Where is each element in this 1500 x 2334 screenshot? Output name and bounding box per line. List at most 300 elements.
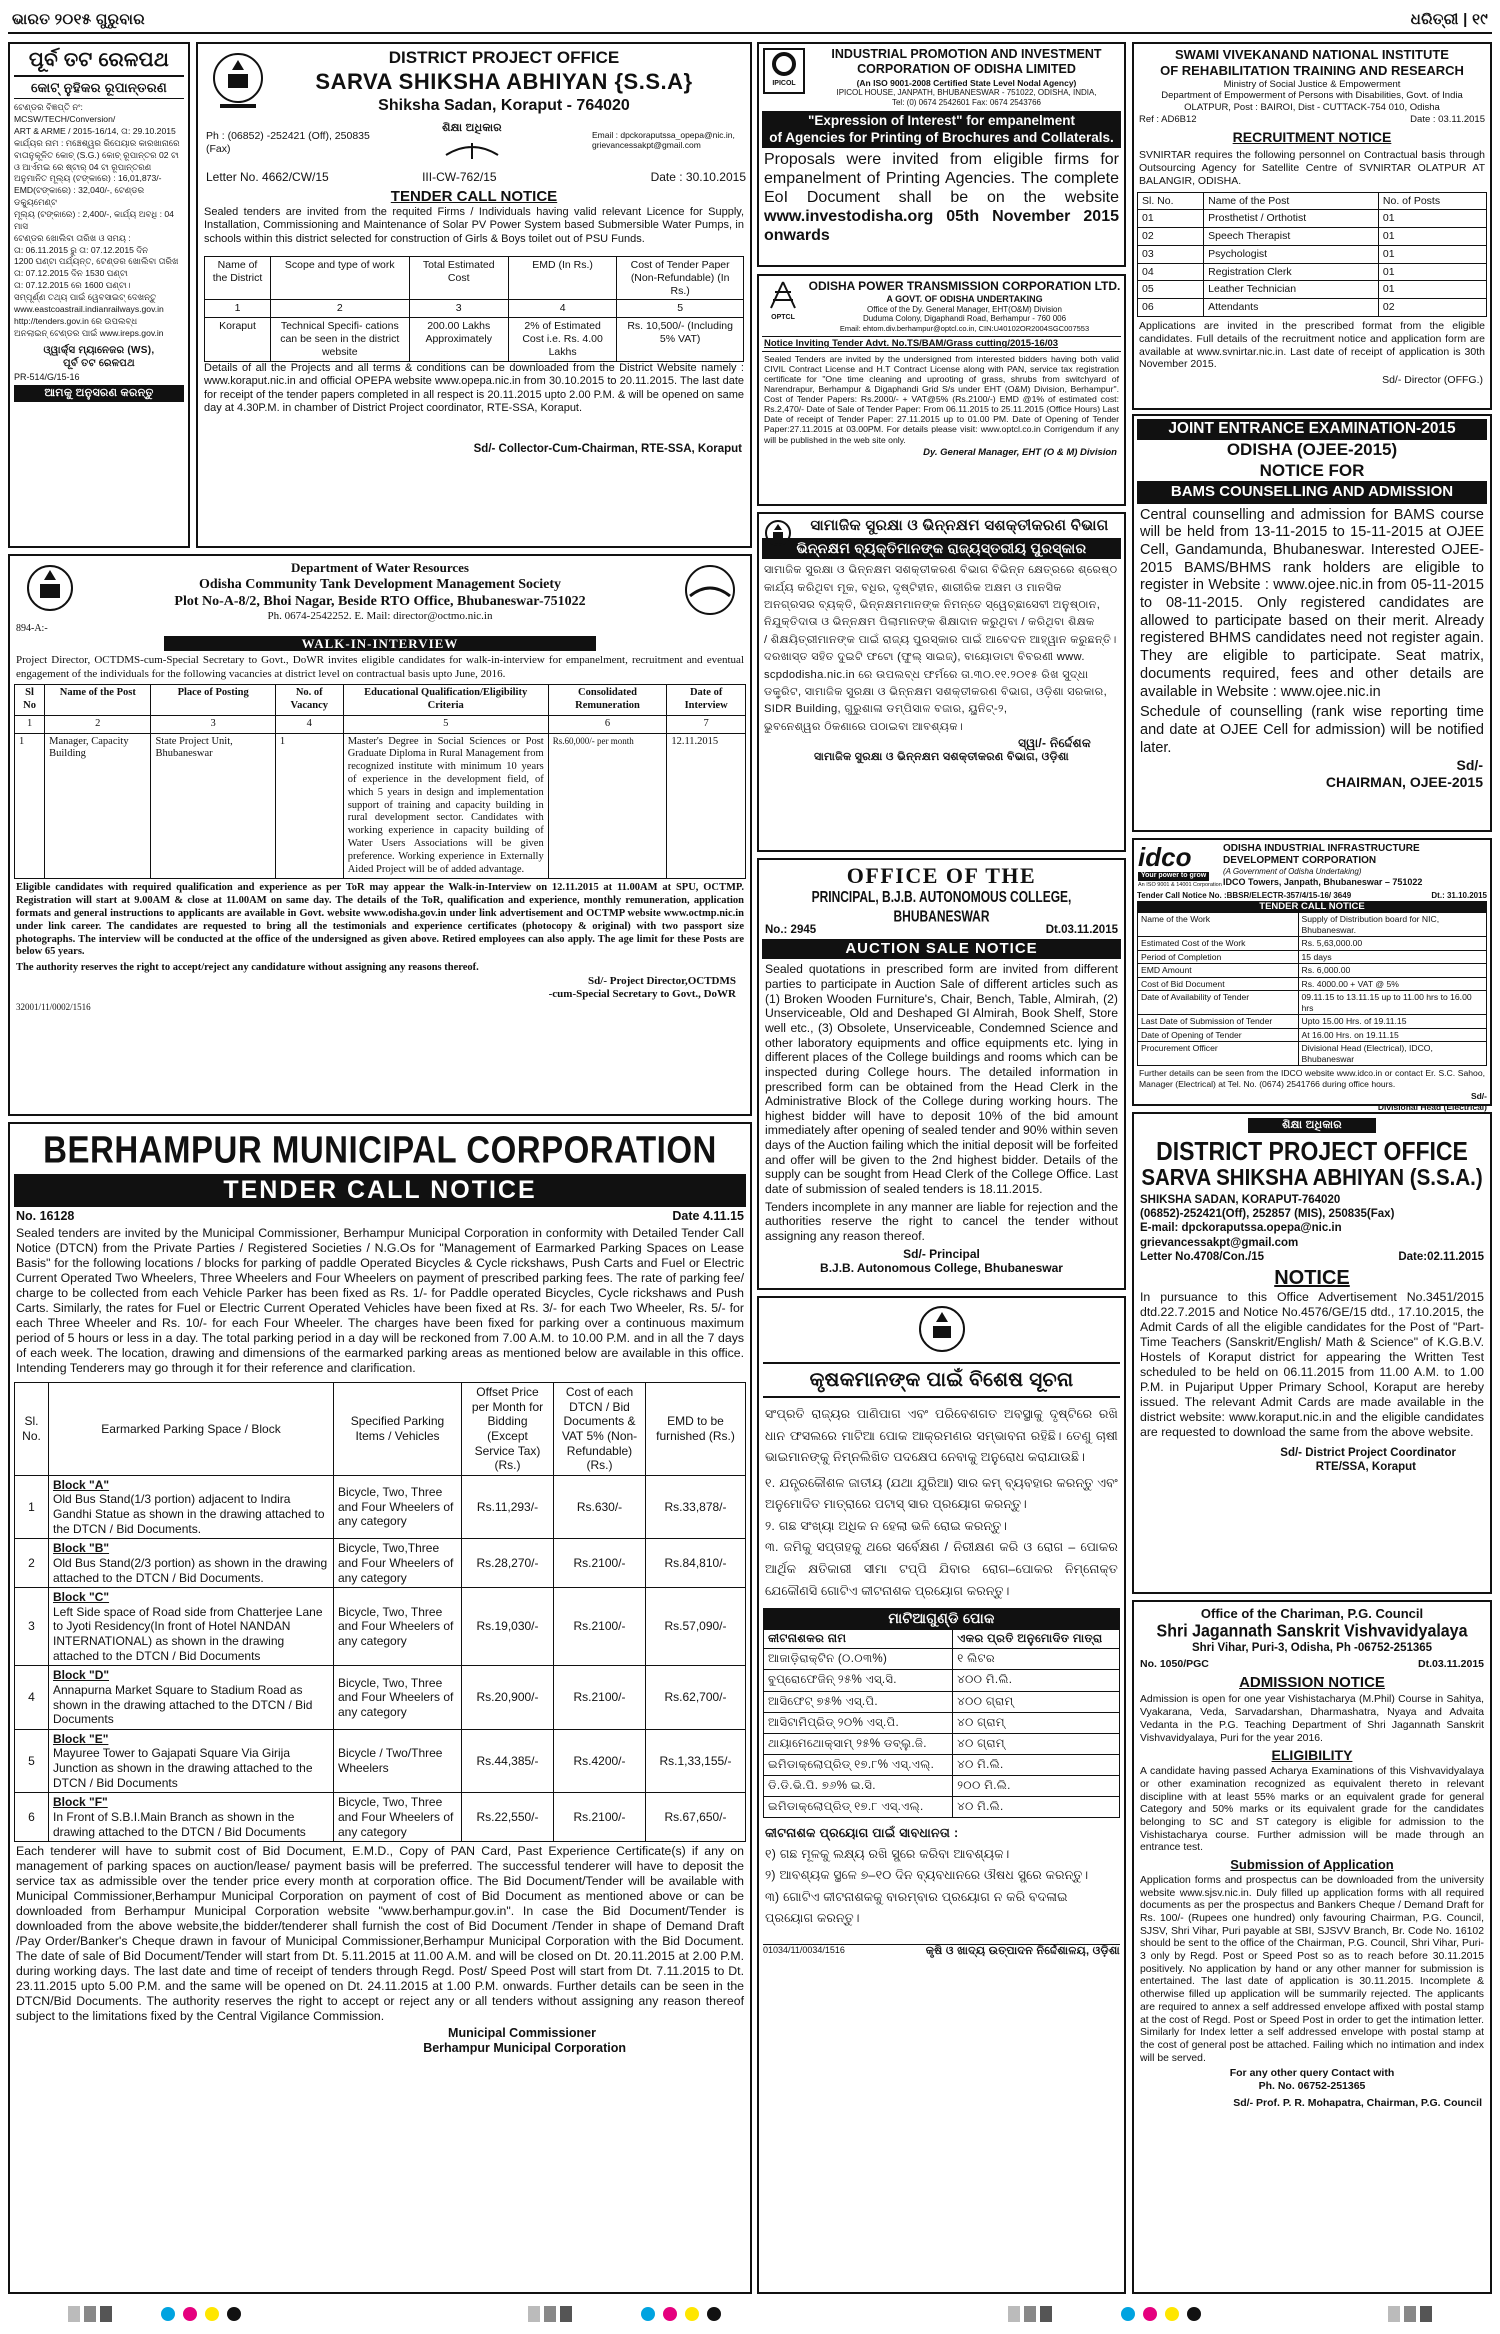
- bmc-table-header: [15, 1383, 746, 1476]
- railway-sign-2: ପୂର୍ବ ତଟ ରେଳପଥ: [63, 357, 135, 369]
- sje-line: ଡକ୍ଟ୍ରିଟ, ସାମାଜିକ ସୁରକ୍ଷା ଓ ଭିନ୍ନକ୍ଷମ ସଶକ୍ତୀକରଣ ବିଭାଗ, ଓଡ଼ିଶା ସରକାର,: [764, 685, 1107, 698]
- sje-line: / ଶିକ୍ଷୟିତ୍ରୀମାନଙ୍କ ପାଇଁ ରାଜ୍ୟ ପୁରସ୍କାର ପାଇଁ ଆବେଦନ ଆହ୍ୱାନ କରୁଛନ୍ତି।: [764, 633, 1117, 646]
- wr-address: Plot No-A-8/2, Bhoi Nagar, Beside RTO Office, Bhubaneswar-751022: [174, 593, 586, 609]
- idco-tag: Your power to grow: [1138, 872, 1209, 881]
- sjsv-admission-ad: [1132, 1600, 1492, 2294]
- ssa-table: [204, 256, 744, 362]
- wr-dept: Department of Water Resources: [291, 560, 469, 575]
- page-header: [8, 4, 1492, 34]
- bmc-row-number: 1: [15, 1475, 49, 1539]
- table-row: [15, 1729, 746, 1793]
- ipicol-ad: [757, 42, 1126, 267]
- bmc-no: No. 16128: [16, 1208, 75, 1223]
- idco-table-cell: 09.11.15 to 13.11.15 up to 11.00 hrs to 16.00 hrs: [1298, 991, 1486, 1015]
- idco-logo: idco: [1138, 842, 1192, 872]
- ipicol-tail: 05th November 2015 onwards: [764, 207, 1119, 244]
- railway-subtitle: କୋଟ୍ ନୁହିକର ରୂପାନ୍ତରଣ: [14, 80, 184, 99]
- wr-table-header-cell: Sl No: [15, 685, 45, 716]
- idco-table-cell: Divisional Head (Electrical), IDCO, Bhubaneswar: [1298, 1042, 1486, 1066]
- registration-dot: [641, 2307, 655, 2321]
- ssa-heading: TENDER CALL NOTICE: [390, 188, 558, 205]
- agri-care-points: [765, 1844, 1118, 1930]
- table-row: [1138, 977, 1487, 990]
- svn-table-cell: 06: [1138, 299, 1204, 317]
- bmc-cost-cell: Rs.630/-: [554, 1475, 646, 1539]
- svn-heading: RECRUITMENT NOTICE: [1232, 129, 1392, 146]
- idco-address: IDCO Towers, Janpath, Bhubaneswar – 751022: [1223, 877, 1423, 888]
- bmc-emd-cell: Rs.57,090/-: [646, 1588, 746, 1666]
- ojee-body-2: Schedule of counselling (rank wise reporting time and date at OJEE Cell for admission) will be notified later.: [1140, 704, 1484, 756]
- idco-title-3: (A Government of Odisha Undertaking): [1223, 867, 1362, 877]
- registration-dot: [663, 2307, 677, 2321]
- book-pen-icon: [442, 135, 502, 161]
- sje-sign-2: ସାମାଜିକ ସୁରକ୍ଷା ଓ ଭିନ୍ନକ୍ଷମ ସଶକ୍ତୀକରଣ ବିଭାଗ, ଓଡ଼ିଶା: [814, 750, 1069, 763]
- table-row: [1138, 964, 1487, 977]
- agri-table-header-cell: ଏକର ପ୍ରତି ଅନୁମୋଦିତ ମାତ୍ରା: [953, 1630, 1120, 1649]
- ssa-table-header-cell: Scope and type of work: [271, 257, 410, 300]
- agri-table-header: [764, 1630, 1120, 1649]
- optcl-logo-text: OPTCL: [771, 313, 795, 321]
- svn-table-cell: Psychologist: [1204, 245, 1379, 263]
- table-row: [15, 733, 746, 879]
- registration-dot: [205, 2307, 219, 2321]
- ssa-table-number-cell: 1: [205, 300, 271, 318]
- idco-table-cell: EMD Amount: [1138, 964, 1299, 977]
- svn-department: Department of Empowerment of Persons with Disabilities, Govt. of India: [1161, 90, 1463, 102]
- table-row: [1138, 210, 1487, 228]
- ssa-table-cell: Rs. 10,500/- (Including 5% VAT): [617, 318, 744, 361]
- ssa-table-header: [205, 257, 744, 300]
- registration-dot: [1121, 2307, 1135, 2321]
- ojee-title-2: ODISHA (OJEE-2015): [1226, 439, 1398, 459]
- railway-line: ବାତାନୁକୂଳିତ କୋଚ୍ (S.G.) କୋଚ୍ ରୂପାନ୍ତର 02 ଟା: [14, 149, 179, 160]
- bjb-sign-1: Sd/- Principal: [903, 1246, 980, 1261]
- registration-grey-block: [1388, 2306, 1400, 2322]
- svn-ref: Ref : AD6B12: [1139, 114, 1197, 126]
- odisha-emblem-icon: [20, 560, 80, 626]
- railway-line: ତା: 07.12.2015 ରେ 1600 ଘଣ୍ଟା।: [14, 280, 131, 291]
- ojee-title-3: NOTICE FOR: [1259, 460, 1365, 480]
- wr-num: 32001/11/0002/1516: [16, 1001, 91, 1012]
- svn-title-1: SWAMI VIVEKANAND NATIONAL INSTITUTE: [1175, 47, 1449, 62]
- ssa2-heading: NOTICE: [1274, 1266, 1350, 1289]
- railway-title: ପୂର୍ବ ତଟ ରେଳପଥ: [14, 48, 184, 77]
- optcl-office: Office of the Dy. General Manager, EHT(O&M) Division: [867, 304, 1062, 314]
- idco-table-cell: Last Date of Submission of Tender: [1138, 1015, 1299, 1028]
- agri-table-cell: ଆସିଫେଟ୍ ୭୫% ଏସ୍.ପି.: [764, 1691, 953, 1712]
- agri-table-cell: ଆସିଟାମିପ୍ରିଡ୍ ୨୦% ଏସ୍.ପି.: [764, 1712, 953, 1733]
- ipicol-body-text: Proposals were invited from eligible firms for empanelment of Printing Agencies. The complete EoI Document shall be on the website: [764, 151, 1119, 207]
- bmc-block-desc: Left Side space of Road side from Chatterjee Lane to Jyoti Residency(In front of Hotel NANDAN INTERNATIONAL) as shown in the drawing attached to the DTCN / Bid Documents: [53, 1604, 323, 1663]
- svn-table-cell: 01: [1378, 245, 1486, 263]
- railway-line: କାର୍ଯ୍ୟର ନାମ : ମଞ୍ଚେଶ୍ୱର ରିପେୟାର କାରଖାନାରେ: [14, 137, 180, 148]
- agri-care-point: ୧) ଗଛ ମୂଳକୁ ଲକ୍ଷ୍ୟ ରଖି ସ୍ପ୍ରେ କରିବା ଆବଶ୍ୟକ।: [765, 1846, 1010, 1861]
- ssa-table-header-cell: Cost of Tender Paper (Non-Refundable) (In Rs.): [617, 257, 744, 300]
- idco-sign-2: Divisional Head (Electrical): [1377, 1101, 1487, 1112]
- wr-table-number-cell: 4: [275, 715, 343, 733]
- registration-grey-block: [1404, 2306, 1416, 2322]
- ipicol-logo: [763, 48, 805, 94]
- bmc-block-cell: [49, 1588, 334, 1666]
- ssa-email: Email : dpckoraputssa_opepa@nic.in, grievancessakpt@gmail.com: [592, 130, 735, 151]
- table-row: [15, 1793, 746, 1842]
- bmc-price-cell: Rs.20,900/-: [462, 1666, 554, 1730]
- ssa2-title-2: SARVA SHIKSHA ABHIYAN (S.S.A.): [1141, 1165, 1483, 1191]
- wr-table-cell: 12.11.2015: [667, 733, 746, 879]
- agri-table-cell: ଇମିଡାକ୍ଲୋପ୍ରିଡ୍ ୧୭.୮% ଏସ୍.ଏଲ୍.: [764, 1754, 953, 1775]
- svn-date: Date : 03.11.2015: [1410, 114, 1485, 126]
- svn-title-2: OF REHABILITATION TRAINING AND RESEARCH: [1160, 62, 1464, 78]
- agri-table-cell: ୪୦ ମି.ଲି.: [953, 1797, 1120, 1818]
- bmc-table: [14, 1382, 746, 1842]
- railway-line: ଓ ଆର୍ଏମଇ ରେ ଷ୍ଟାର୍ 04 ଟା ରୂପାନ୍ତରଣ: [14, 161, 152, 172]
- svn-table-header-cell: Sl. No.: [1138, 192, 1204, 210]
- svn-table-cell: Registration Clerk: [1204, 263, 1379, 281]
- agri-points: [765, 1473, 1118, 1602]
- optcl-subtitle: A GOVT. OF ODISHA UNDERTAKING: [886, 293, 1043, 304]
- wr-footer-2: The authority reserves the right to accept/reject any candidature without assigning any reasons thereof.: [16, 962, 479, 974]
- bmc-table-header-cell: Specified Parking Items / Vehicles: [334, 1383, 462, 1476]
- octmp-logo-icon: [680, 560, 740, 626]
- railway-body: [14, 102, 184, 339]
- agri-table-cell: ୪୦ ଗ୍ରାମ୍: [953, 1712, 1120, 1733]
- idco-sign-1: Sd/-: [1470, 1091, 1487, 1102]
- idco-table-cell: Supply of Distribution board for NIC, Bhubaneswar.: [1298, 913, 1486, 937]
- idco-table-cell: Estimated Cost of the Work: [1138, 937, 1299, 950]
- optcl-logo: [763, 280, 803, 320]
- ssa2-sign-1: Sd/- District Project Coordinator: [1280, 1446, 1456, 1459]
- table-row: [764, 1691, 1120, 1712]
- bmc-row-number: 6: [15, 1793, 49, 1842]
- bmc-sign-2: Berhampur Municipal Corporation: [423, 2041, 626, 2056]
- bmc-price-cell: Rs.28,270/-: [462, 1539, 554, 1588]
- svn-table-cell: 02: [1138, 228, 1204, 246]
- optcl-title: ODISHA POWER TRANSMISSION CORPORATION LTD.: [808, 279, 1121, 293]
- railway-line: ତା: 07.12.2015 ଦିନ 1530 ଘଣ୍ଟା: [14, 268, 128, 279]
- ssa2-email: E-mail: dpckoraputssa.opepa@nic.in: [1140, 1222, 1342, 1235]
- bmc-veh-cell: Bicycle, Two, Three and Four Wheelers of any category: [334, 1475, 462, 1539]
- bmc-table-header-cell: Cost of each DTCN / Bid Documents & VAT 5% (Non-Refundable) (Rs.): [554, 1383, 646, 1476]
- wr-sign-2: -cum-Special Secretary to Govt., DoWR: [548, 988, 736, 1001]
- bmc-row-number: 3: [15, 1588, 49, 1666]
- ipicol-phone: Tel: (0) 0674 2542601 Fax: 0674 2543766: [891, 97, 1041, 107]
- ssa-table-number-cell: 2: [271, 300, 410, 318]
- wr-table-cell: 1: [15, 733, 45, 879]
- sje-line: ନିଯୁକ୍ତିଦାତା ଓ ଭିନ୍ନକ୍ଷମ ପିଲାମାନଙ୍କ ଶିକ୍ଷାଦାନ କରୁଥିବା / କରିଥିବା ଶିକ୍ଷକ: [764, 616, 1095, 629]
- idco-table-cell: Date of Availability of Tender: [1138, 991, 1299, 1015]
- optcl-address: Duduma Colony, Digaphandi Road, Berhampur - 760 006: [862, 314, 1067, 324]
- svn-footer: Applications are invited in the prescribed format from the eligible candidates. Full details of the recruitment notice and application form are available at www.svnirtar.nic.in. Last date of receipt of application is 30th November 2015.: [1139, 320, 1485, 371]
- sje-line: କାର୍ଯ୍ୟ କରିଥିବା ମୂକ, ବଧିର, ଦୃଷ୍ଟିହୀନ, ଶାରୀରିକ ଅକ୍ଷମ ଓ ମାନସିକ: [764, 581, 1062, 594]
- agri-title: କୃଷକମାନଙ୍କ ପାଇଁ ବିଶେଷ ସୂଚନା: [763, 1362, 1120, 1398]
- bmc-footer: Each tenderer will have to submit cost of Bid Document, E.M.D., Copy of PAN Card, Past Experience Certificate(s) if any on management of parking spaces on auction/lease/ payment basis will be preferred. The successful tenderer will have to deposit the service tax as admissible over the tender price every month at corporation office. The Bid Document/Tender will be available with Municipal Commissioner,Berhampur Municipal Corporation on payment of cost of Bid Document as mentioned above or can be downloaded from Berhampur Municipal Corporation website "www.berhampur.gov.in". In case the Bid Document/Tender is downloaded from the above website,the bidder/tenderer shall furnish the cost of Bid Document /Tender in shape of Demand Draft /Pay Order/Banker's Cheque drawn in favour of Municipal Commissioner,Berhampur Municipal Corporation with the Bid Document. The date of sale of Bid Document/Tender will start from Dt. 5.11.2015 at 11.00 A.M. and will be closed on Dt. 20.11.2015 at 2.00 P.M. during working days. The last date and time of receipt of tenders through Regd. Post/ Speed Post will start from Dt. 7.11.2015 to Dt. 23.11.2015 upto 5.00 P.M. and the same will be opened on Dt. 24.11.2015 at 1.00 P.M. onwards. Further details can be seen in the DTCN/Bid Documents. The authority reserves the right to accept or reject any or all tenders without assigning any reason thereof subject to the limitations fixed by the Central Vigilance Commission.: [16, 1844, 744, 2024]
- table-row: [1138, 950, 1487, 963]
- bjb-date: Dt.03.11.2015: [1045, 924, 1118, 937]
- registration-dot: [161, 2307, 175, 2321]
- registration-marks: [8, 2300, 1492, 2330]
- svn-table-cell: 01: [1378, 210, 1486, 228]
- agri-table-cell: ୪୦ ମି.ଲି.: [953, 1754, 1120, 1775]
- svn-table-cell: 01: [1378, 228, 1486, 246]
- agri-table-cell: ୧ ଲିଟର: [953, 1649, 1120, 1670]
- registration-grey-block: [1420, 2306, 1432, 2322]
- bmc-cost-cell: Rs.2100/-: [554, 1793, 646, 1842]
- ssa-address: Shiksha Sadan, Koraput - 764020: [378, 96, 630, 114]
- railway-line: ଅନଲାଇନ୍ ଟେଣ୍ଡର ପାଇଁ www.ireps.gov.in: [14, 327, 164, 338]
- wr-table-number-cell: 2: [45, 715, 151, 733]
- registration-grey-block: [100, 2306, 112, 2322]
- optcl-nit: Notice Inviting Tender Advt. No.TS/BAM/Grass cutting/2015-16/03: [762, 336, 1121, 352]
- bmc-row-number: 2: [15, 1539, 49, 1588]
- railway-line: ART & ARME / 2015-16/14, ତା: 29.10.2015: [14, 125, 176, 136]
- bmc-cost-cell: Rs.2100/-: [554, 1539, 646, 1588]
- wr-table-header-cell: No. of Vacancy: [275, 685, 343, 716]
- railway-line: ଅନୁମାନିତ ମୂଲ୍ୟ (ଟଙ୍କାରେ) : 16,01,873/-: [14, 173, 162, 184]
- svn-table-cell: Attendants: [1204, 299, 1379, 317]
- wr-table: [14, 684, 746, 879]
- wr-table-header-cell: Date of Interview: [667, 685, 746, 716]
- wr-table-number-cell: 7: [667, 715, 746, 733]
- registration-dot: [707, 2307, 721, 2321]
- ssa-table-header-cell: EMD (In Rs.): [508, 257, 616, 300]
- ssa-details: Details of all the Projects and all terms & conditions can be downloaded from the District Website namely : www.koraput.nic.in and official OPEPA website www.opepa.nic.in from 30.10.2015 to 20.11.2015. The last date for receipt of the tender papers completed in all respect is 20.11.2015 upto 2.00 P.M. & will be opened on same day at 4.30P.M. in chamber of District Project coordinator, RTE-SSA, Koraput.: [204, 362, 744, 415]
- wr-table-header-cell: Name of the Post: [45, 685, 151, 716]
- print-registration-strip: [8, 2300, 1492, 2330]
- bmc-block-name: Block "D": [53, 1668, 110, 1683]
- ssa-title: SARVA SHIKSHA ABHIYAN {S.S.A}: [315, 68, 693, 94]
- bmc-block-name: Block "B": [53, 1541, 110, 1556]
- idco-table-cell: At 16.00 Hrs. on 19.11.15: [1298, 1028, 1486, 1041]
- wr-society: Odisha Community Tank Development Management Society: [198, 576, 562, 592]
- ojee-sign-1: Sd/-: [1456, 757, 1483, 774]
- bmc-block-cell: [49, 1539, 334, 1588]
- svn-table-header-cell: Name of the Post: [1204, 192, 1379, 210]
- svn-table-header-cell: No. of Posts: [1378, 192, 1486, 210]
- bmc-sign-1: Municipal Commissioner: [448, 2026, 596, 2041]
- wr-table-number-cell: 6: [548, 715, 667, 733]
- sjsv-para-3: Application forms and prospectus can be downloaded from the university website www.sjsv.nic.in. Duly filled up application forms with all required documents as per the prospectus and Bankers Cheque / Demand Draft for Rs. 100/- (Rupees one hundred) only favouring Chairman, P.G. Council, SJSV, Shri Vihar, Puri payable at SBI, SJSVV Branch, Br. Code No. 16102 should be sent to the office of the Chairman, P.G. Council, Shri Vihar, Puri-3 only by Regd. Post or Speed Post so as to reach before 30.11.2015 positively. No application by hand or any other manner for submission is entertained. The last date of application is 30.11.2015. Incomplete & otherwise filled up application will be summarily rejected. The applicants are required to annex a self addressed envelope affixed with postal stamp at the cost of Regd. Post or Speed Post in order to get the intimation letter. Similarly for Index letter a self addressed envelope with postal stamp at the cost of general post be attached. Failing which no intimation and index will be served.: [1140, 1874, 1484, 2064]
- ssa-phone: Ph : (06852) -252421 (Off), 250835 (Fax): [206, 130, 370, 155]
- bmc-price-cell: Rs.44,385/-: [462, 1729, 554, 1793]
- ipicol-logo-icon: [769, 50, 799, 76]
- bjb-bar: AUCTION SALE NOTICE: [762, 939, 1121, 959]
- ipicol-bar-2: of Agencies for Printing of Brochures and Collaterals.: [769, 129, 1114, 145]
- bjb-sign-2: B.J.B. Autonomous College, Bhubaneswar: [820, 1261, 1063, 1276]
- ojee-ad: [1132, 414, 1492, 832]
- idco-ad: [1132, 838, 1492, 1112]
- bjb-title-1: OFFICE OF THE: [846, 863, 1037, 888]
- ssa2-logo: ଶିକ୍ଷା ଅଧିକାର: [1248, 1118, 1376, 1133]
- bmc-block-desc: Annapurna Market Square to Stadium Road as shown in the drawing attached to the DTCN / Bid Documents: [53, 1682, 313, 1727]
- sje-line: scpdodisha.nic.in ରେ ଉପଲବ୍ଧ ଫର୍ମରେ ତା.୩୦.୧୧.୨୦୧୫ ରିଖ ସୁଦ୍ଧା: [764, 668, 1089, 681]
- ssa-logo-text: ଶିକ୍ଷା ଅଧିକାର: [442, 122, 502, 134]
- bmc-bar: TENDER CALL NOTICE: [14, 1174, 746, 1207]
- sjsv-para-1: Admission is open for one year Vishistacharya (M.Phil) Course in Sahitya, Vyakarana, Veda, Sarvadarshan, Dharmashatra, Nyaya and Advaita Vedanta in the P.G. Teaching Department of Shri Jagannath Sanskrit Vishvavidyalaya, Puri for the year 2016.: [1140, 1694, 1484, 1744]
- ssa-tender-ad: [196, 42, 752, 548]
- idco-title-2: DEVELOPMENT CORPORATION: [1223, 855, 1377, 867]
- bmc-tender-ad: [8, 1122, 752, 2294]
- ipicol-title-1: INDUSTRIAL PROMOTION AND INVESTMENT: [831, 47, 1102, 61]
- ipicol-bar-1: "Expression of Interest" for empanelment: [807, 113, 1076, 129]
- registration-grey-block: [84, 2306, 96, 2322]
- wr-table-header: [15, 685, 746, 716]
- ssa2-title-1: DISTRICT PROJECT OFFICE: [1156, 1136, 1468, 1166]
- svn-table-cell: 05: [1138, 281, 1204, 299]
- svn-table-cell: 01: [1378, 281, 1486, 299]
- table-row: [205, 318, 744, 361]
- svn-table-cell: Speech Therapist: [1204, 228, 1379, 246]
- ssa-date: Date : 30.10.2015: [650, 170, 746, 184]
- agri-point: ୨. ଗଛ ସଂଖ୍ୟା ଅଧିକ ନ ହେଲା ଭଳି ରୋଇ କରନ୍ତୁ।: [765, 1518, 1008, 1533]
- bmc-emd-cell: Rs.67,650/-: [646, 1793, 746, 1842]
- agri-table-cell: ୨୦୦ ମି.ଲି.: [953, 1776, 1120, 1797]
- bmc-block-desc: In Front of S.B.I.Main Branch as shown in the drawing attached to the DTCN / Bid Documents: [53, 1809, 306, 1839]
- svn-table-cell: 01: [1378, 263, 1486, 281]
- bmc-veh-cell: Bicycle, Two, Three and Four Wheelers of any category: [334, 1666, 462, 1730]
- ojee-title-4: BAMS COUNSELLING AND ADMISSION: [1137, 481, 1487, 503]
- svn-table-cell: 04: [1138, 263, 1204, 281]
- sjsv-heading: ADMISSION NOTICE: [1239, 1674, 1385, 1692]
- ssa-sign: Sd/- Collector-Cum-Chairman, RTE-SSA, Koraput: [473, 443, 742, 455]
- idco-bar: TENDER CALL NOTICE: [1137, 901, 1487, 913]
- idco-table-cell: Period of Completion: [1138, 950, 1299, 963]
- agriculture-notice-ad: [757, 1296, 1126, 2294]
- railway-slogan: ଆମକୁ ଅନୁସରଣ କରନ୍ତୁ: [14, 385, 184, 402]
- table-row: [1138, 245, 1487, 263]
- bmc-emd-cell: Rs.84,810/-: [646, 1539, 746, 1588]
- svn-table-header: [1138, 192, 1487, 210]
- registration-dot: [685, 2307, 699, 2321]
- sje-line: SIDR Building, ଗୁରୁଶାଳା ଡମ୍ପିସାଳ ବଜାର, ୟୁନିଟ୍-୨,: [764, 703, 1008, 716]
- table-row: [764, 1754, 1120, 1775]
- agri-sign: କୃଷି ଓ ଖାଦ୍ୟ ଉତ୍ପାଦନ ନିର୍ଦ୍ଦେଶାଳୟ, ଓଡ଼ିଶା: [925, 1944, 1120, 1957]
- wr-table-cell: Manager, Capacity Building: [45, 733, 151, 879]
- ipicol-body: [764, 151, 1119, 245]
- ssa2-phone: (06852)-252421(Off), 252857 (MIS), 250835(Fax): [1140, 1208, 1395, 1221]
- idco-table-cell: Rs. 6,000.00: [1298, 964, 1486, 977]
- bmc-cost-cell: Rs.4200/-: [554, 1729, 646, 1793]
- idco-table-cell: Rs. 4000.00 + VAT @ 5%: [1298, 977, 1486, 990]
- registration-grey-block: [528, 2306, 540, 2322]
- table-row: [15, 1475, 746, 1539]
- table-row: [1138, 228, 1487, 246]
- idco-iso: An ISO 9001 & 14001 Corporation: [1138, 882, 1222, 888]
- ssa-table-number-cell: 3: [409, 300, 508, 318]
- ssa2-body: In pursuance to this Office Advertisement No.3451/2015 dtd.22.7.2015 and Notice No.4576/GE/15 dtd., 17.10.2015, the Admit Cards of all the eligible candidates for the Post of "Part-Time Teachers (Sanskrit/English/ Math & Science" of K.G.B.V. Hostels of Koraput district for appearing the Written Test scheduled to be held on 06.11.2015 from 11.00 A.M. to 1.00 P.M. in Pujariput Upper Primary School, Koraput are hereby issued. The relevant Admit Cards are made available in the district website: www.koraput.nic.in and the eligible candidates are requested to download the same from the above website.: [1140, 1289, 1484, 1439]
- svn-table-cell: Prosthetist / Orthotist: [1204, 210, 1379, 228]
- social-security-ad: [757, 512, 1126, 852]
- ssa-table-header-cell: Total Estimated Cost: [409, 257, 508, 300]
- agri-bar: ମାଟିଆଗୁଣ୍ଡି ପୋକ: [763, 1608, 1120, 1629]
- wr-code: 894-A:-: [16, 623, 48, 635]
- ssa2-letter: Letter No.4708/Con./15: [1140, 1250, 1264, 1263]
- registration-grey-block: [1040, 2306, 1052, 2322]
- bmc-cost-cell: Rs.2100/-: [554, 1588, 646, 1666]
- agri-table-header-cell: କୀଟନାଶକର ନାମ: [764, 1630, 953, 1649]
- agri-code: 01034/11/0034/1516: [763, 1944, 845, 1955]
- agri-care-point: ୨) ଆବଶ୍ୟକ ସ୍ଥଳେ ୭–୧୦ ଦିନ ବ୍ୟବଧାନରେ ଔଷଧ ସ୍ପ୍ରେ କରନ୍ତୁ।: [765, 1868, 1089, 1883]
- svn-address: OLATPUR, Post : BAIROI, Dist - CUTTACK-754 010, Odisha: [1184, 101, 1440, 113]
- bjb-body-2: Tenders incomplete in any manner are liable for rejection and the authorities reserve the right to cancel the tender without assigning any reason thereof.: [765, 1199, 1118, 1243]
- agri-table-cell: ୪୦ ଗ୍ରାମ୍: [953, 1733, 1120, 1754]
- wr-table-cell: 1: [275, 733, 343, 879]
- wr-table-header-cell: Consolidated Remuneration: [548, 685, 667, 716]
- svn-table-cell: 01: [1138, 210, 1204, 228]
- bmc-intro: Sealed tenders are invited by the Municipal Commissioner, Berhampur Municipal Corporation in conformity with Detailed Tender Call Notice (DTCN) from the Private Parties / Registered Societies / N.G.Os for "Management of Earmarked Parking Spaces on Lease Basis" for the following locations / blocks for parking of paddle Operated Bicycles & Cycle rickshaws, Push Carts and Fuel or Electric Current Operated Two Wheelers, Three Wheelers and Four Wheelers on payment of prescribed parking fees. The rate of parking fee/ charge to be collected from each Vehicle Parker has been fixed as Rs. 1/- for Paddle operated Bicycles, Cycle rickshaws and Push Carts. Similarly, the rates for Fuel or Electric Current Operated Vehicles have been fixed at Rs. 3/- for each Two Wheeler, Rs. 5/- for each Three Wheeler and Rs. 10/- for each Four Wheeler. The charges have been fixed for parking over a continuous maximum period of 5 hours or less in a day. The total parking period in a day will be reckoned from 7.00 A.M. to 10.00 P.M. and in all the 7 days of each week. The location, drawing and dimensions of the earmarked parking areas as mentioned below are available in this office. Intending Tenderers may go through it for their reference and clarification.: [16, 1226, 744, 1375]
- sjsv-address: Shri Vihar, Puri-3, Odisha, Ph -06752-251365: [1191, 1642, 1433, 1655]
- optcl-body: Sealed Tenders are invited by the undersigned from interested bidders having both valid CIVIL Contract License and H.T Contract License along with PAN, service tax registration certificate for "One time cleaning and uprooting of grass, shrubs from switchyard of Narendrapur, Berhampur & Digaphandi Grid S/s under EHT (O&M) Division, Berhampur". Cost of Tender Papers: Rs.2000/- + VAT@5% (Rs.2100/-) EMD @1% of estimated cost: Rs.2,470/- Date of Sale of Tender Paper: From 06.11.2015 to 25.11.2015 (Office Hours) Last Date of receipt of Tender Paper: 27.11.2015 up to 01.00 PM. Date of Opening of Tender Paper:27.11.2015 at 03.00PM. For details please visit: www.optcl.co.in Corrigendum if any will be published in the web site only.: [764, 353, 1119, 445]
- agri-table-cell: ୪୦୦ ଗ୍ରାମ୍: [953, 1691, 1120, 1712]
- agri-care: କୀଟନାଶକ ପ୍ରୟୋଗ ପାଇଁ ସାବଧାନତା :: [765, 1826, 959, 1841]
- idco-table: [1137, 912, 1487, 1066]
- bmc-title: BERHAMPUR MUNICIPAL CORPORATION: [43, 1128, 717, 1171]
- svn-table-cell: 02: [1378, 299, 1486, 317]
- agri-intro: ସଂପ୍ରତି ରାଜ୍ୟର ପାଣିପାଗ ଏବଂ ପରିବେଶଗତ ଅବସ୍ଥାକୁ ଦୃଷ୍ଟିରେ ରଖି ଧାନ ଫସଲରେ ମାଟିଆ ପୋକ ଆକ୍ରମଣର ସମ୍ଭାବନା ରହିଛି। ତେଣୁ ଚାଷୀ ଭାଇମାନଙ୍କୁ ନିମ୍ନଲିଖିତ ପଦକ୍ଷେପ ନେବାକୁ ଅନୁରୋଧ କରାଯାଉଛି।: [765, 1407, 1118, 1465]
- ssa-notice-ad: [1132, 1112, 1492, 1594]
- bmc-block-cell: [49, 1793, 334, 1842]
- idco-title-1: ODISHA INDUSTRIAL INFRASTRUCTURE: [1223, 843, 1420, 854]
- wr-intro: Project Director, OCTDMS-cum-Special Secretary to Govt., DoWR invites eligible candidates for walk-in-interview for empanelment, recruitment and eventual engagement of the individuals for the following vacancies at district level on contractual basis upto June, 2016.: [16, 654, 744, 680]
- ipicol-logo-text: IPICOL: [772, 79, 796, 87]
- ssa-table-header-cell: Name of the District: [205, 257, 271, 300]
- registration-dot: [1187, 2307, 1201, 2321]
- agri-table-cell: ଇମିଡାକ୍ଲୋପ୍ରିଡ୍ ୧୭.୮ ଏସ୍.ଏଲ୍.: [764, 1797, 953, 1818]
- ssa-table-cell: Technical Specifi- cations can be seen in the district website: [271, 318, 410, 361]
- sje-line: ଦରଖାସ୍ତ ସହିତ ଦୁଇଟି ଫଟୋ (ଫୁଲ୍ ସାଇଜ୍), ବାୟୋଡାଟା ବିବରଣୀ www.: [764, 651, 1085, 664]
- bmc-veh-cell: Bicycle / Two/Three Wheelers: [334, 1729, 462, 1793]
- bmc-veh-cell: Bicycle, Two, Three and Four Wheelers of any category: [334, 1793, 462, 1842]
- ssa-table-cell: 200.00 Lakhs Approximately: [409, 318, 508, 361]
- bmc-date: Date 4.11.15: [672, 1208, 744, 1223]
- ojee-sign-2: CHAIRMAN, OJEE-2015: [1325, 774, 1483, 791]
- idco-table-cell: 15 days: [1298, 950, 1486, 963]
- bmc-table-header-cell: Earmarked Parking Space / Block: [49, 1383, 334, 1476]
- railway-sign-1: ଓ୍ୱାର୍କ୍ସ ମ୍ୟାନେଜର (WS),: [43, 345, 155, 357]
- svn-intro: SVNIRTAR requires the following personnel on Contractual basis through Outsourcing Agency for Satellite Centre of SVNIRTAR OLATPUR AT BALANGIR, ODISHA.: [1139, 149, 1485, 187]
- wr-table-cell: Master's Degree in Social Sciences or Post Graduate Diploma in Rural Management from recognized institute with minimum 10 years of experience in the development field, of which 5 years in design and implementation support of training and capacity building in rural development sector. Candidates with working experience in capacity building of Water Users Associations will be given preference. Working experience in Externally Aided Project will be of added advantage.: [343, 733, 548, 879]
- bmc-block-name: Block "C": [53, 1590, 110, 1605]
- railway-line: EMD(ଟଙ୍କାରେ) : 32,040/-, ଟେଣ୍ଡର ଡକ୍ୟୁମେଣ୍ଟ: [14, 185, 145, 208]
- wr-table-number-cell: 3: [151, 715, 275, 733]
- ipicol-bar: [762, 111, 1121, 148]
- agri-table-cell: ଡି.ଡି.ଭି.ପି. ୭୬% ଇ.ସି.: [764, 1776, 953, 1797]
- optcl-sign: Dy. General Manager, EHT (O & M) Division: [923, 446, 1117, 458]
- agri-table-cell: ଥାୟାମେଥୋକ୍ସାମ୍ ୨୫% ଡବ୍ଲୁ.ଜି.: [764, 1733, 953, 1754]
- railway-line: ତା: 06.11.2015 ରୁ ତା: 07.12.2015 ଦିନ: [14, 244, 149, 255]
- sjsv-date: Dt.03.11.2015: [1418, 1658, 1484, 1671]
- table-row: [764, 1712, 1120, 1733]
- table-row: [764, 1649, 1120, 1670]
- idco-table-cell: Name of the Work: [1138, 913, 1299, 937]
- sje-body: [764, 562, 1119, 736]
- water-resources-ad: [8, 554, 752, 1116]
- bmc-table-header-cell: Offset Price per Month for Bidding (Except Service Tax) (Rs.): [462, 1383, 554, 1476]
- ojee-title-1: JOINT ENTRANCE EXAMINATION-2015: [1137, 419, 1487, 440]
- agri-table: [763, 1629, 1120, 1818]
- registration-grey-block: [1008, 2306, 1020, 2322]
- wr-table-number-cell: 1: [15, 715, 45, 733]
- railway-line: ସମ୍ପୂର୍ଣ୍ଣ ତଥ୍ୟ ପାଇଁ ୱେବସାଇଟ୍ ଦେଖନ୍ତୁ: [14, 292, 157, 302]
- railway-line: ଟେଣ୍ଡର ଖୋଲିବା ତାରିଖ ଓ ସମୟ :: [14, 232, 131, 243]
- bmc-block-desc: Old Bus Stand(2/3 portion) as shown in the drawing attached to the DTCN / Bid Documents.: [53, 1555, 328, 1585]
- bmc-emd-cell: Rs.1,33,155/-: [646, 1729, 746, 1793]
- railway-line: http://tenders.gov.in ରେ ଉପଲବ୍ଧ: [14, 315, 138, 326]
- agri-table-cell: ବୁପ୍ରୋଫେଜିନ୍ ୨୫% ଏସ୍.ସି.: [764, 1670, 953, 1691]
- sjsv-para-2: A candidate having passed Acharya Examinations of this Vishvavidyalaya or other examination recognized as equivalent thereto in relevant discipline with at least 55% marks or an equivalent grade for general Category and 50% marks or its equivalent grade for the candidates belonging to SC and ST category is eligible for admission to the Vishistacharya course. Further admission will be made through an entrance test.: [1140, 1766, 1484, 1854]
- table-row: [1138, 299, 1487, 317]
- ssa2-date: Date:02.11.2015: [1398, 1250, 1484, 1263]
- agri-table-cell: ୪୦୦ ମି.ଲି.: [953, 1670, 1120, 1691]
